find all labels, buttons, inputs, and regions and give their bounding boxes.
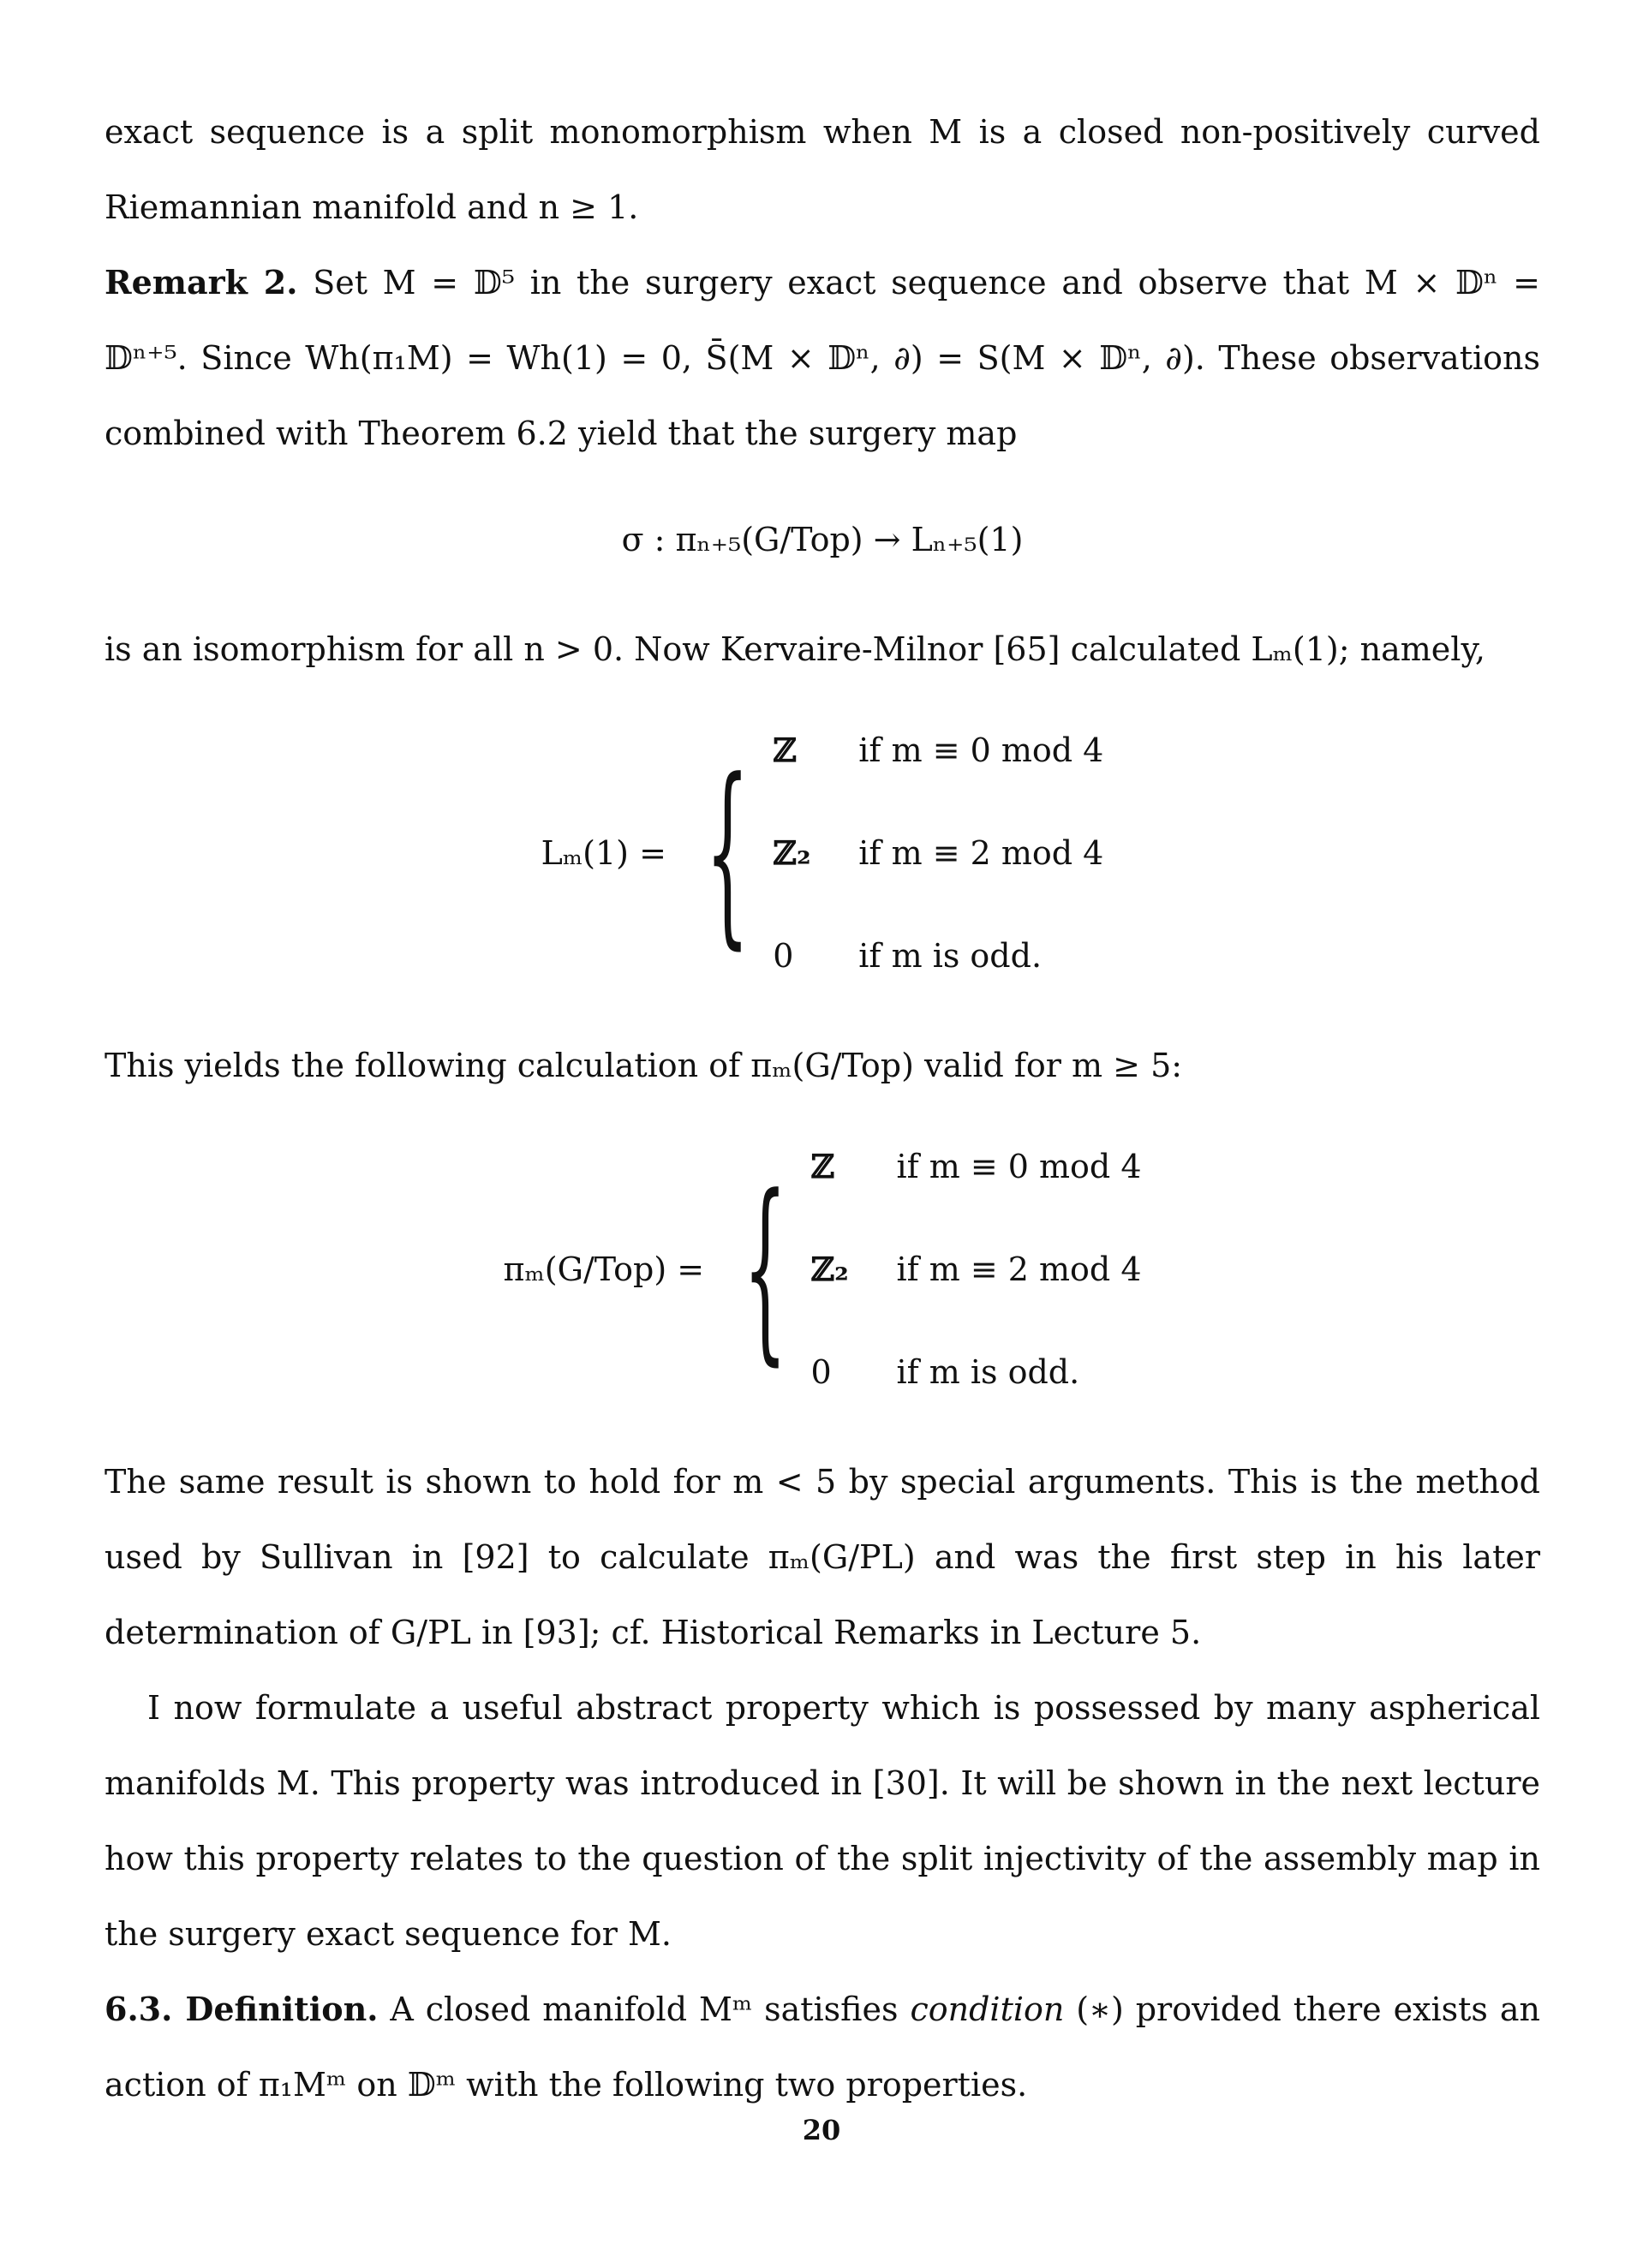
case-condition: if m ≡ 0 mod 4 [858, 731, 1104, 769]
definition-italic: condition [910, 1990, 1065, 2028]
paragraph-yields: This yields the following calculation of πₘ(G/Top) valid for m ≥ 5: [105, 1047, 1183, 1084]
case-condition: if m ≡ 2 mod 4 [896, 1250, 1142, 1288]
case-row [773, 699, 1103, 802]
remark-2 [105, 245, 1540, 471]
case-row [810, 1321, 1141, 1423]
equation-pi-cases [810, 1115, 1141, 1423]
paragraph-intro: exact sequence is a split monomorphism when M is a closed non-positively curved Riemannian manifold and n ≥ 1. [105, 113, 1540, 226]
case-value: ℤ₂ [810, 1250, 849, 1288]
case-condition: if m is odd. [896, 1353, 1080, 1391]
case-condition: if m ≡ 2 mod 4 [858, 834, 1104, 872]
definition-label: 6.3. Definition. [105, 1990, 379, 2028]
equation-pi-lhs: πₘ(G/Top) = [503, 1250, 705, 1288]
case-condition: if m is odd. [858, 937, 1043, 975]
equation-L-lhs: Lₘ(1) = [541, 834, 666, 872]
case-row [773, 904, 1103, 1007]
equation-surgery-map: σ : πₙ₊₅(G/Top) → Lₙ₊₅(1) [621, 521, 1024, 558]
definition-text-a: A closed manifold Mᵐ satisfies [390, 1990, 899, 2028]
case-value: 0 [773, 937, 794, 975]
case-row [773, 802, 1103, 904]
remark-2-text: Set M = 𝔻⁵ in the surgery exact sequence and observe that M × 𝔻ⁿ = 𝔻ⁿ⁺⁵. Since Wh(π₁M) = Wh(1) = 0, S̄(M × 𝔻ⁿ, ∂) = S(M × 𝔻ⁿ, ∂). These observations combined with Theorem 6.2 yield that the surgery map [105, 264, 1540, 452]
definition-text-b: (∗) provided there exists an action of π₁Mᵐ on 𝔻ᵐ with the following two properties. [105, 1990, 1540, 2104]
case-condition: if m ≡ 0 mod 4 [896, 1148, 1142, 1185]
left-brace-icon: { [743, 1155, 787, 1383]
case-value: ℤ [810, 1147, 835, 1185]
page-number: 20 [802, 2114, 841, 2146]
paragraph-isomorphism: is an isomorphism for all n > 0. Now Kervaire-Milnor [65] calculated Lₘ(1); namely, [105, 630, 1485, 668]
equation-L-cases [773, 699, 1103, 1007]
case-value: 0 [810, 1353, 832, 1391]
case-row [810, 1218, 1141, 1321]
definition-6-3 [105, 1972, 1540, 2122]
paragraph-same-result: The same result is shown to hold for m < 5 by special arguments. This is the method used by Sullivan in [92] to calculate πₘ(G/PL) and was the first step in his later determination of G/PL in [93]; cf. Historical Remarks in Lecture 5. [105, 1463, 1540, 1651]
remark-2-label: Remark 2. [105, 263, 298, 301]
case-value: ℤ [773, 731, 798, 769]
equation-L-groups [105, 699, 1540, 1007]
equation-pi-groups [105, 1115, 1540, 1423]
case-row [810, 1115, 1141, 1218]
paragraph-formulate: I now formulate a useful abstract property which is possessed by many aspherical manifolds M. This property was introduced in [30]. It will be shown in the next lecture how this property relates to the question of the split injectivity of the assembly map in the surgery exact sequence for M. [105, 1689, 1540, 1953]
case-value: ℤ₂ [773, 833, 811, 872]
left-brace-icon: { [705, 738, 750, 967]
page-body [105, 94, 1540, 2122]
